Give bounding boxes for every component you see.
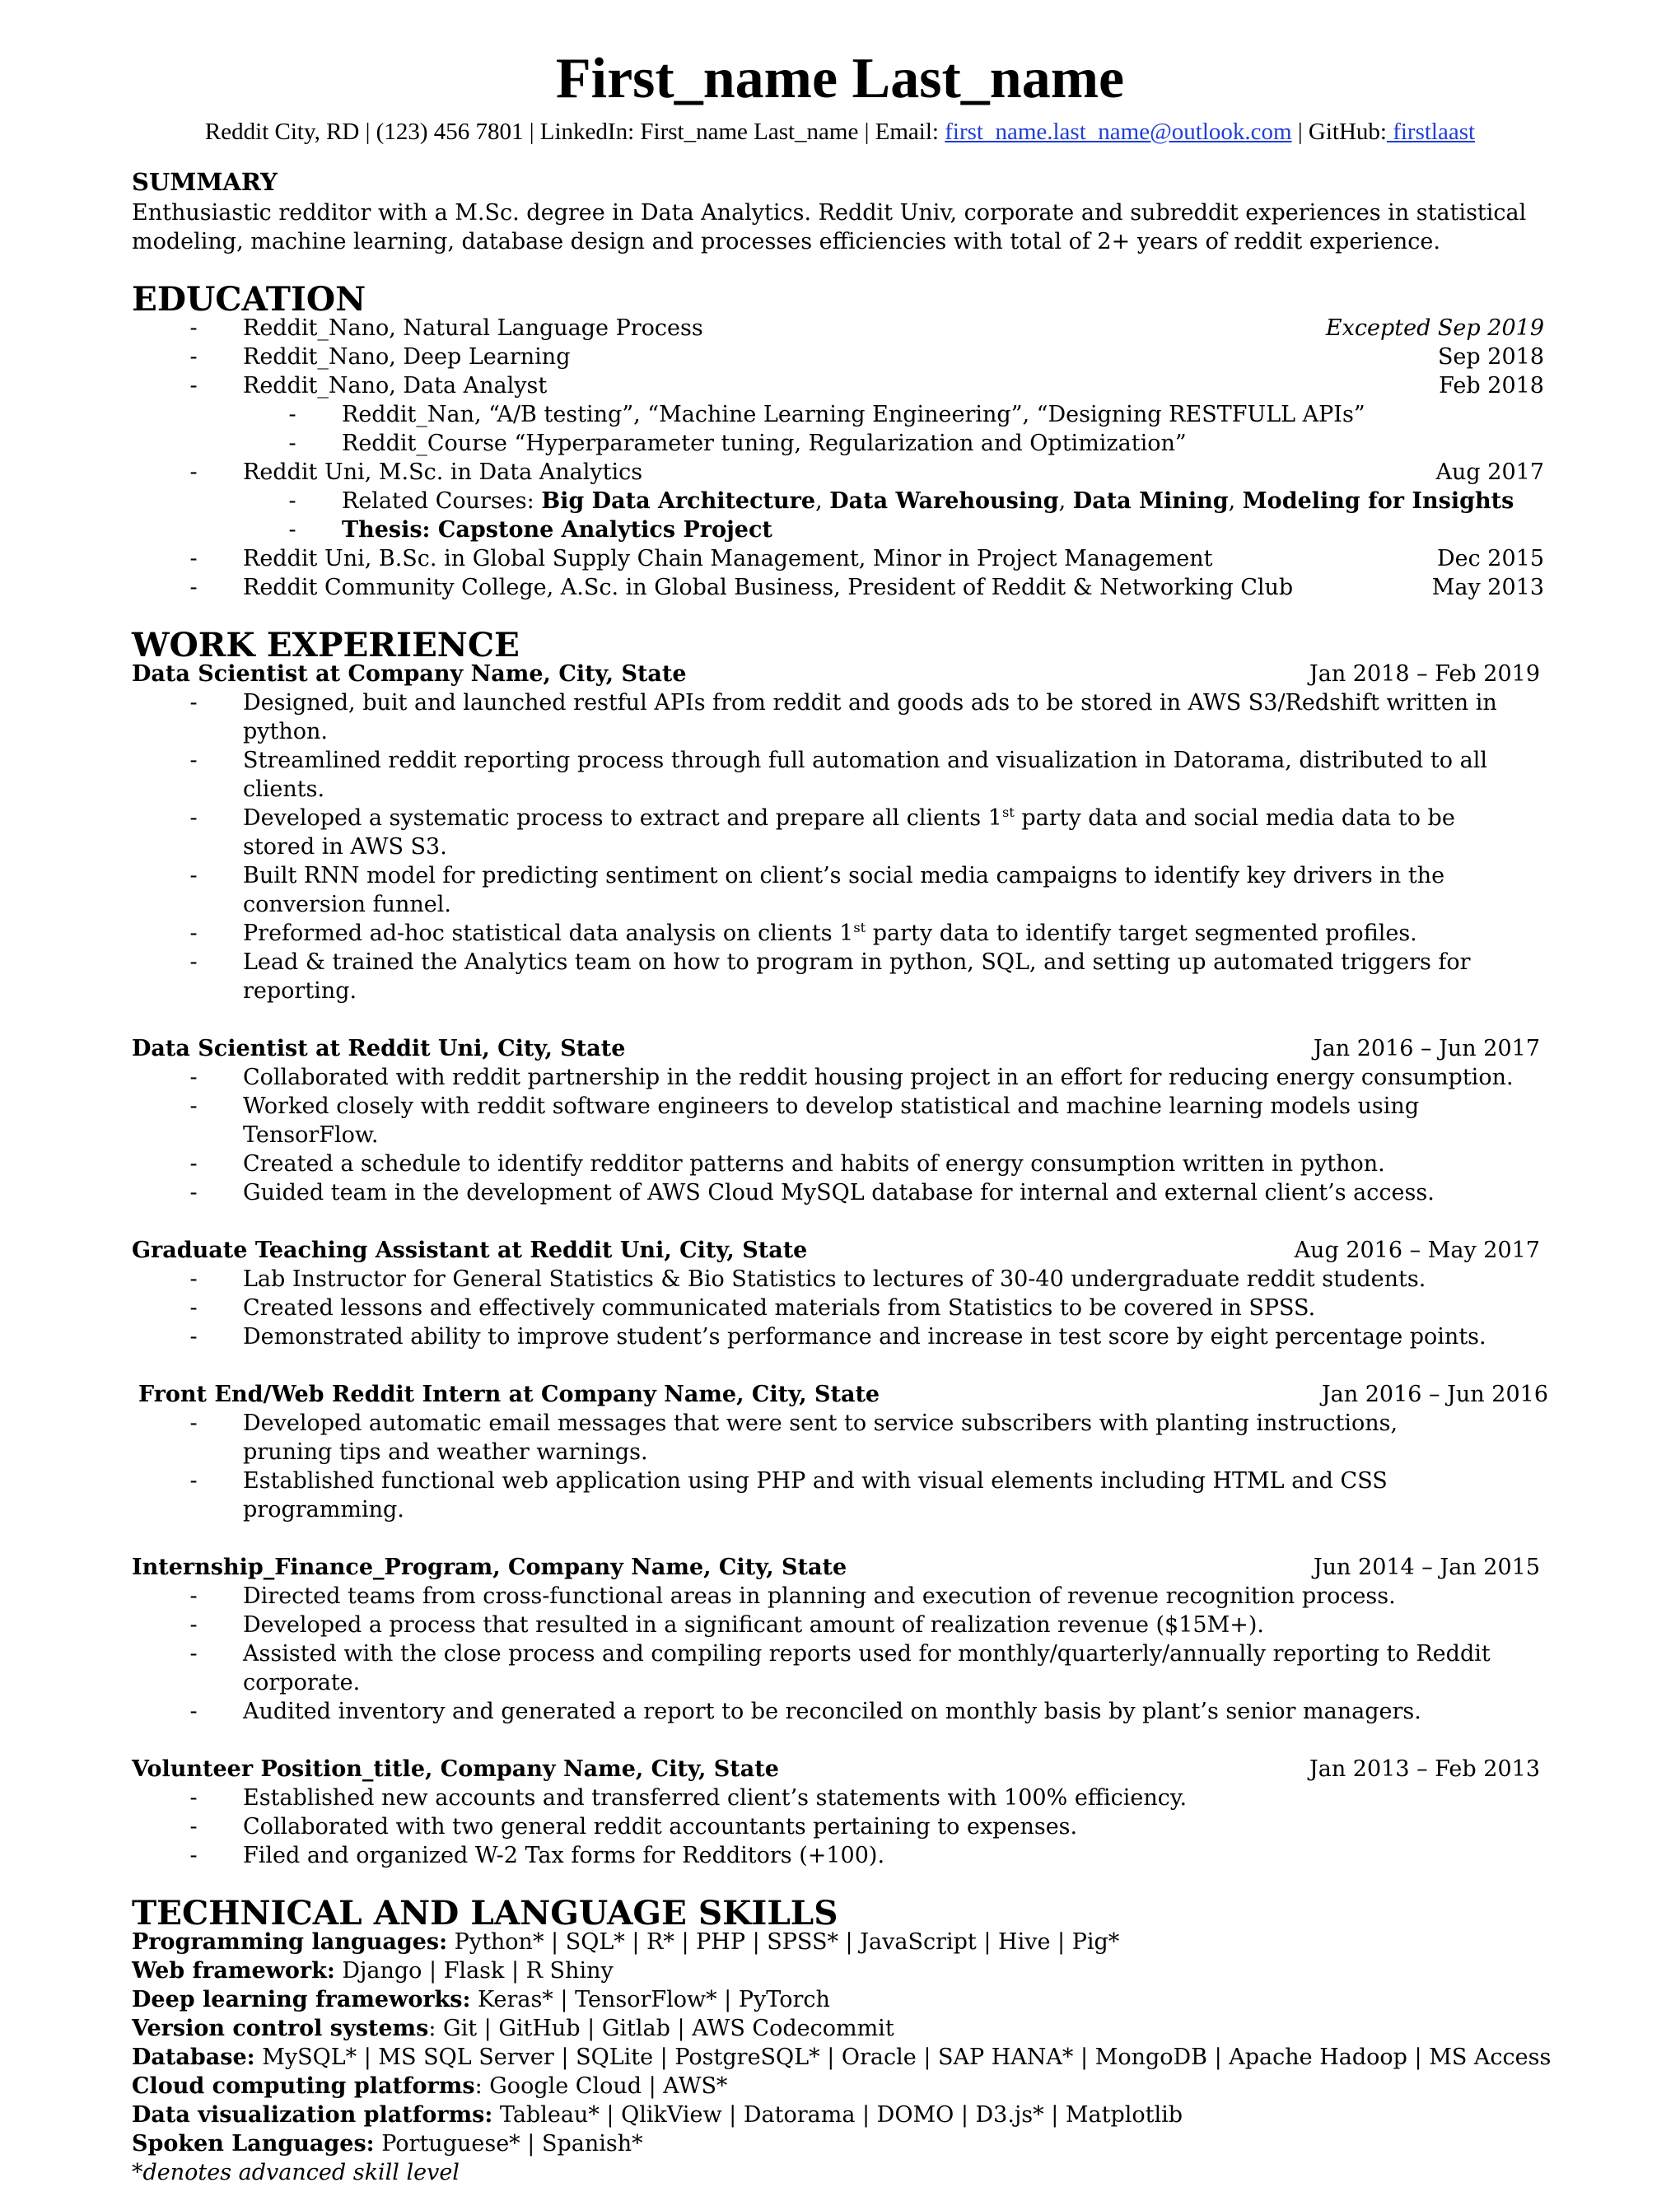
job-bullet: - Built RNN model for predicting sentiment on client’s social media campaigns to identify key drivers in the conversion funnel. (189, 863, 1445, 917)
job-bullet: - Directed teams from cross-functional areas in planning and execution of revenue recognition process. (189, 1583, 1396, 1609)
education-item-text: Reddit_Nano, Deep Learning (243, 344, 571, 370)
job-bullet: - Developed automatic email messages that were sent to service subscribers with planting instructions, pruning tips and weather warnings. (189, 1411, 1398, 1465)
education-date: Dec 2015 (1436, 546, 1544, 571)
job-bullet: - Preformed ad-hoc statistical data analysis on clients 1st party data to identify target segmented profiles. (189, 920, 1417, 946)
job-title: Data Scientist at Company Name, City, State (132, 661, 687, 687)
skill-line: Programming languages: Python* | SQL* | R* | PHP | SPSS* | JavaScript | Hive | Pig* (132, 1929, 1120, 1955)
education-date: Sep 2018 (1437, 344, 1544, 370)
summary-heading: SUMMARY (132, 168, 278, 196)
skill-line: Data visualization platforms: Tableau* | QlikView | Datorama | DOMO | D3.js* | Matplotlib (132, 2102, 1183, 2128)
education-section (132, 279, 1548, 602)
github-label: | GitHub: (1291, 119, 1387, 145)
email-link[interactable]: first_name.last_name@outlook.com (945, 119, 1292, 145)
github-link[interactable]: firstlaast (1386, 119, 1476, 145)
candidate-name: First_name Last_name (555, 47, 1125, 110)
job-date: Jan 2018 – Feb 2019 (1309, 661, 1540, 687)
skill-line: Cloud computing platforms: Google Cloud | AWS* (132, 2073, 728, 2099)
job-date: Jan 2016 – Jun 2017 (1313, 1036, 1540, 1061)
job-bullet: - Developed a systematic process to extract and prepare all clients 1st party data and social media data to be stored in AWS S3. (189, 804, 1455, 860)
job-title: Volunteer Position_title, Company Name, City, State (132, 1756, 779, 1782)
job-bullet: - Filed and organized W-2 Tax forms for Redditors (+100). (189, 1843, 885, 1868)
job-bullet: - Demonstrated ability to improve student’s performance and increase in test score by eight percentage points. (189, 1324, 1486, 1350)
education-item-text: Reddit_Nano, Data Analyst (243, 373, 548, 399)
education-item-text: Reddit Uni, B.Sc. in Global Supply Chain Management, Minor in Project Management (243, 546, 1213, 571)
education-date: Feb 2018 (1439, 373, 1544, 399)
education-date: Aug 2017 (1435, 459, 1544, 485)
thesis: - Thesis: Capstone Analytics Project (288, 517, 772, 543)
job-entry (132, 1380, 1548, 1524)
education-item-text: Reddit Community College, A.Sc. in Global Business, President of Reddit & Networking Club (243, 575, 1294, 600)
education-item-text: Reddit_Nano, Natural Language Process (243, 315, 703, 341)
course: Data Warehousing (829, 488, 1059, 514)
job-date: Jan 2013 – Feb 2013 (1309, 1756, 1540, 1782)
job-bullet: - Collaborated with two general reddit accountants pertaining to expenses. (189, 1814, 1078, 1840)
related-courses: - Related Courses: Big Data Architecture, Data Warehousing, Data Mining, Modeling for Insights (288, 488, 1514, 514)
job-bullet: - Established functional web application using PHP and with visual elements including HTML and CSS programming. (189, 1468, 1388, 1523)
job-bullet: - Established new accounts and transferred client’s statements with 100% efficiency. (189, 1785, 1188, 1811)
contact-details: Reddit City, RD | (123) 456 7801 | LinkedIn: First_name Last_name | Email: (204, 119, 945, 145)
skill-line: Database: MySQL* | MS SQL Server | SQLite | PostgreSQL* | Oracle | SAP HANA* | MongoDB | Apache Hadoop | MS Access (132, 2045, 1552, 2070)
job-bullet: - Lab Instructor for General Statistics & Bio Statistics to lectures of 30-40 undergraduate reddit students. (189, 1266, 1426, 1292)
job-bullet: - Audited inventory and generated a report to be reconciled on monthly basis by plant’s senior managers. (189, 1699, 1421, 1724)
education-item: - Reddit_Nano, Data Analyst Feb 2018 (132, 371, 1548, 400)
education-date: Excepted Sep 2019 (1325, 315, 1544, 341)
education-item: - Reddit Uni, M.Sc. in Data Analytics Aug 2017 (132, 458, 1548, 487)
education-date: May 2013 (1431, 575, 1544, 600)
education-subitem-text: Reddit_Nan, “A/B testing”, “Machine Learning Engineering”, “Designing RESTFULL APIs” (342, 402, 1365, 427)
job-entry (132, 1236, 1548, 1351)
related-courses-label: Related Courses: (342, 488, 542, 514)
job-entry (132, 1553, 1548, 1726)
skill-line: Version control systems: Git | GitHub | Gitlab | AWS Codecommit (132, 2016, 894, 2041)
summary-text: Enthusiastic redditor with a M.Sc. degree in Data Analytics. Reddit Univ, corporate and subreddit experiences in statistical modeling, machine learning, database design and processes efficiencies with total of 2+ years of reddit experience. (132, 200, 1527, 254)
job-date: Jun 2014 – Jan 2015 (1313, 1555, 1540, 1580)
job-date: Aug 2016 – May 2017 (1294, 1238, 1540, 1263)
education-item: - Reddit_Nano, Natural Language Process Excepted Sep 2019 (132, 314, 1548, 343)
education-subitem: - Reddit_Course “Hyperparameter tuning, Regularization and Optimization” (288, 431, 1187, 456)
course: Data Mining (1072, 488, 1229, 514)
job-bullet: - Lead & trained the Analytics team on how to program in python, SQL, and setting up automated triggers for reporting. (189, 949, 1471, 1004)
education-item: - Reddit_Nano, Deep Learning Sep 2018 (132, 343, 1548, 371)
education-heading: EDUCATION (132, 279, 366, 319)
contact-line (132, 117, 1548, 147)
job-date: Jan 2016 – Jun 2016 (1321, 1382, 1548, 1407)
job-bullet: - Worked closely with reddit software engineers to develop statistical and machine learning models using TensorFlow. (189, 1094, 1420, 1148)
education-item: - Reddit Community College, A.Sc. in Global Business, President of Reddit & Networking Club May 2013 (132, 573, 1548, 602)
course: Big Data Architecture (541, 488, 816, 514)
skills-footnote: *denotes advanced skill level (132, 2160, 460, 2185)
job-bullet: - Streamlined reddit reporting process through full automation and visualization in Datorama, distributed to all clients. (189, 748, 1487, 802)
job-bullet: - Assisted with the close process and compiling reports used for monthly/quarterly/annually reporting to Reddit corporate. (189, 1641, 1491, 1695)
education-item: - Reddit Uni, B.Sc. in Global Supply Chain Management, Minor in Project Management Dec 2015 (132, 544, 1548, 573)
education-item-text: Reddit Uni, M.Sc. in Data Analytics (243, 459, 643, 485)
skill-line: Deep learning frameworks: Keras* | TensorFlow* | PyTorch (132, 1987, 830, 2012)
job-title: Internship_Finance_Program, Company Name, City, State (132, 1555, 847, 1580)
skills-heading: TECHNICAL AND LANGUAGE SKILLS (132, 1893, 838, 1933)
job-title: Graduate Teaching Assistant at Reddit Uni, City, State (132, 1238, 808, 1263)
skill-line: Spoken Languages: Portuguese* | Spanish* (132, 2131, 643, 2157)
job-bullet: - Guided team in the development of AWS Cloud MySQL database for internal and external client’s access. (189, 1180, 1435, 1205)
thesis-text: Thesis: Capstone Analytics Project (342, 517, 772, 543)
job-entry (132, 660, 1548, 1005)
job-entry (132, 1755, 1548, 1870)
job-bullet: - Developed a process that resulted in a significant amount of realization revenue ($15M+). (189, 1612, 1264, 1638)
job-title: Data Scientist at Reddit Uni, City, State (132, 1036, 626, 1061)
education-subitem: - Reddit_Nan, “A/B testing”, “Machine Learning Engineering”, “Designing RESTFULL APIs” (288, 402, 1365, 427)
course: Modeling for Insights (1242, 488, 1514, 514)
skills-section (132, 1893, 1552, 2187)
job-entry (132, 1034, 1548, 1207)
work-heading: WORK EXPERIENCE (132, 625, 520, 664)
work-section (132, 625, 1548, 1870)
job-bullet: - Created lessons and effectively communicated materials from Statistics to be covered in SPSS. (189, 1295, 1316, 1321)
education-subitem-text: Reddit_Course “Hyperparameter tuning, Regularization and Optimization” (342, 431, 1187, 456)
job-bullet: - Collaborated with reddit partnership in the reddit housing project in an effort for reducing energy consumption. (189, 1065, 1514, 1090)
job-title: Front End/Web Reddit Intern at Company Name, City, State (138, 1382, 880, 1407)
job-bullet: - Created a schedule to identify redditor patterns and habits of energy consumption written in python. (189, 1151, 1385, 1177)
skill-line: Web framework: Django | Flask | R Shiny (132, 1958, 614, 1984)
job-bullet: - Designed, buit and launched restful APIs from reddit and goods ads to be stored in AWS S3/Redshift written in python. (189, 690, 1497, 744)
